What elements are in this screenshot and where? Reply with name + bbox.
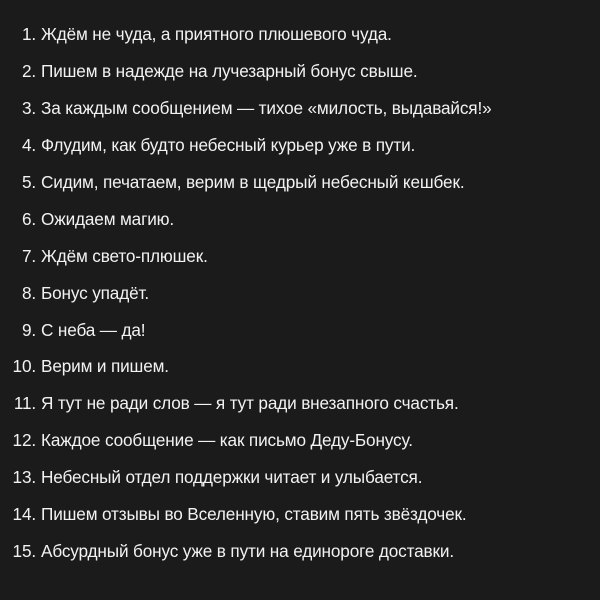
list-item-number: 7. — [21, 245, 36, 266]
list-item-number: 8. — [21, 282, 36, 303]
list-item-text: Сидим, печатаем, верим в щедрый небесный кешбек. — [41, 171, 465, 192]
list-item — [0, 465, 600, 502]
list-item-number: 1. — [21, 24, 36, 44]
list-item — [0, 22, 600, 59]
list-item-number: 9. — [21, 319, 36, 340]
list-item-text: За каждым сообщением — тихое «милость, выдавайся!» — [41, 97, 492, 118]
list-item-number: 10. — [12, 356, 36, 377]
list-item — [0, 318, 600, 355]
list-item-text: Ожидаем магию. — [41, 208, 175, 229]
list-item-number: 6. — [21, 208, 36, 229]
list-item — [0, 539, 600, 576]
list-item — [0, 207, 600, 244]
list-item — [0, 170, 600, 207]
list-item-text: Я тут не ради слов — я тут ради внезапного счастья. — [41, 393, 459, 414]
list-item-number: 5. — [21, 171, 36, 192]
list-item-number: 11. — [13, 393, 36, 414]
list-item-number: 2. — [21, 60, 36, 81]
list-item-text: Пишем отзывы во Вселенную, ставим пять звёздочек. — [41, 504, 467, 525]
list-item-number: 3. — [21, 97, 36, 118]
list-item — [0, 281, 600, 318]
list-item-text: Абсурдный бонус уже в пути на единороге доставки. — [41, 541, 454, 562]
list-item-number: 4. — [21, 134, 36, 155]
list-item-number: 15. — [12, 541, 36, 562]
list-item — [0, 354, 600, 391]
list-item-text: Ждём не чуда, а приятного плюшевого чуда. — [41, 24, 392, 44]
list-item-text: Верим и пишем. — [41, 356, 169, 377]
list-item — [0, 244, 600, 281]
numbered-list — [0, 22, 600, 576]
list-item-number: 14. — [12, 504, 36, 525]
list-item — [0, 428, 600, 465]
list-item-text: Небесный отдел поддержки читает и улыбается. — [41, 467, 423, 488]
list-item-text: Бонус упадёт. — [41, 282, 149, 303]
list-item — [0, 502, 600, 539]
list-item-text: Ждём свето-плюшек. — [41, 245, 208, 266]
list-item-text: Пишем в надежде на лучезарный бонус свыше. — [41, 60, 418, 81]
list-item — [0, 59, 600, 96]
list-item-number: 13. — [12, 467, 36, 488]
list-item — [0, 133, 600, 170]
list-item — [0, 391, 600, 428]
list-item-text: Каждое сообщение — как письмо Деду-Бонусу. — [41, 430, 413, 451]
list-item — [0, 96, 600, 133]
list-item-text: С неба — да! — [41, 319, 146, 340]
list-item-number: 12. — [12, 430, 36, 451]
list-item-text: Флудим, как будто небесный курьер уже в пути. — [41, 134, 416, 155]
